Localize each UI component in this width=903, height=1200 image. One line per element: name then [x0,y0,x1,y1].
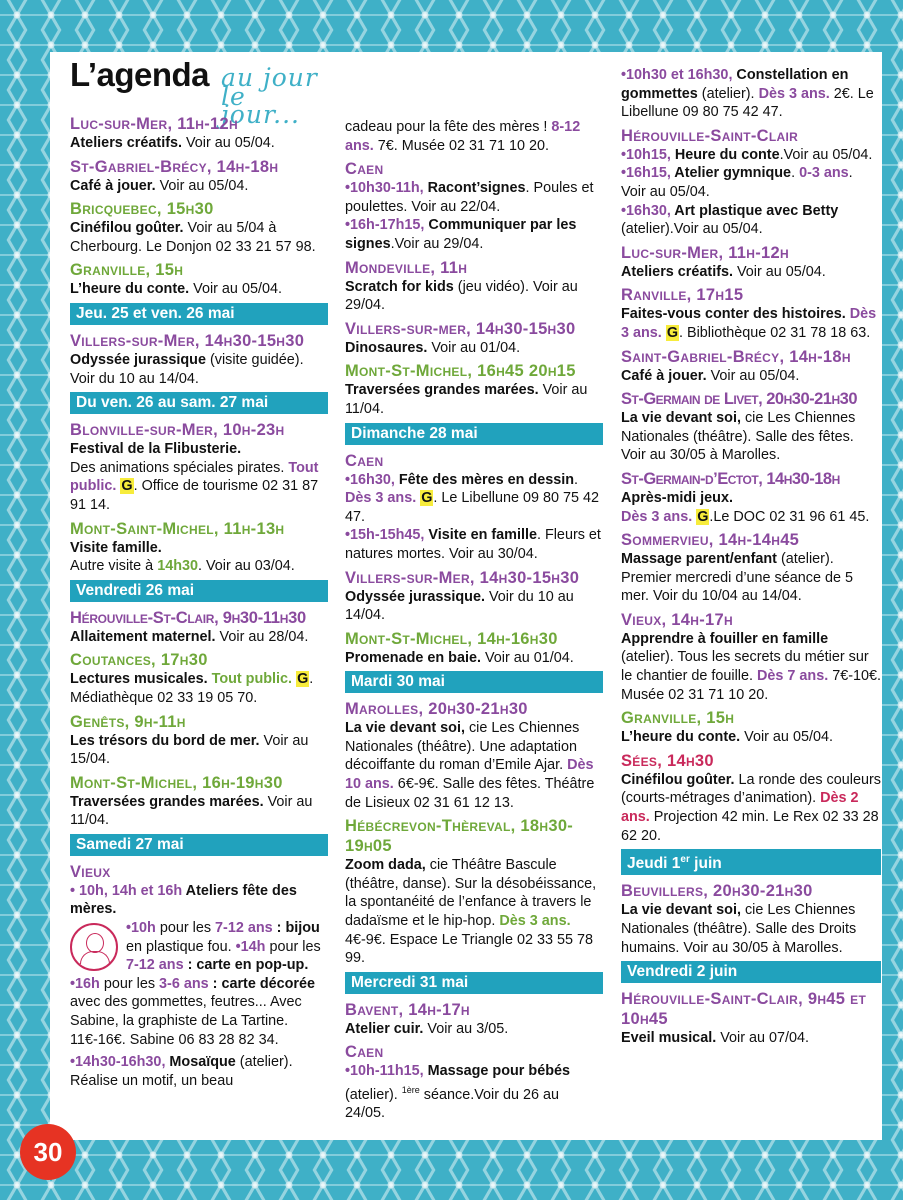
event-title: La vie devant soi, [621,902,741,919]
event-entry [621,285,881,342]
event-text: pour les [155,920,216,937]
event-entry [70,331,328,388]
event-text: Voir au 07/04. [716,1030,810,1047]
date-band: Dimanche 28 mai [345,423,603,445]
event-place: Genêts, 9h-11h [70,712,186,731]
event-text: . Bibliothèque 02 31 78 18 63. [679,324,871,341]
event-text: Voir au 05/04. [732,263,826,280]
date-band: Samedi 27 mai [70,834,328,856]
event-title: L’heure du conte. [70,281,190,298]
page-number-badge: 30 [20,1124,76,1180]
event-text: Voir au 05/04. [740,729,833,746]
event-text: en plastique fou. [126,938,236,955]
event-entry [621,610,881,704]
event-entry [345,816,603,968]
event-entry [345,159,603,253]
event-title: Art plastique avec Betty [670,202,839,219]
event-title: Apprendre à fouiller en famille [621,630,829,647]
event-title: : bijou [272,920,320,937]
free-badge: G [421,490,433,507]
event-place: Villers-sur-Mer, 14h30-15h30 [70,331,305,350]
event-place: Coutances, 17h30 [70,651,208,670]
event-title: Festival de la Flibusterie. [70,441,242,458]
event-place: Beuvillers, 20h30-21h30 [621,882,813,901]
event-title: L’heure du conte. [621,729,741,746]
event-times: •10h30 et 16h30, [621,67,733,83]
event-place: Hébécrevon-Thèreval, 18h30-19h05 [345,817,574,856]
event-times: •16h15, [621,165,671,182]
event-text: Voir au 05/04. [181,135,275,151]
event-entry [345,361,603,418]
event-text: (atelier). [697,85,759,102]
event-text: Voir au 11/04. [70,793,313,829]
event-times: •16h30, [621,202,671,219]
event-text: (visite guidée). Voir du 10 au 14/04. [70,351,304,387]
event-entry [621,989,881,1048]
event-entry [70,260,328,299]
event-title: Fête des mères en dessin [394,471,575,488]
event-title: Après-midi jeux. [621,489,733,506]
event-entry [621,708,881,747]
title-subtitle: au jour le jour... [221,63,318,130]
event-title: Massage pour bébés [423,1063,570,1080]
event-times: •10h-11h15, [345,1063,424,1080]
event-text: 7€. Musée 02 31 71 10 20. [373,137,550,154]
date-band: Mardi 30 mai [345,671,603,693]
event-text: Autre visite à [70,558,158,575]
band-text: juin [689,855,722,873]
time-label: 14h30 [157,558,198,575]
event-text: Voir au 5/04 à Cherbourg. Le Donjon 02 33 21 57 98. [70,220,316,255]
event-text: Voir au 05/04. [155,177,249,194]
event-title: Heure du conte [670,146,780,163]
event-text: cie Les Chiennes Nationales (théâtre). Salle des fêtes. Voir au 30/05 à Marolles. [621,410,856,464]
audience-label: Dès 3 ans. [499,913,571,930]
event-title: Mosaïque [165,1054,236,1071]
event-entry [345,1000,603,1039]
event-place: St-Germain-d’Ectot, 14h30-18h [621,469,840,488]
event-place: Ranville, 17h15 [621,286,744,305]
audience-label: Dès 2 ans. [621,790,859,826]
date-band: Vendredi 2 juin [621,961,881,983]
event-text: (jeu vidéo). Voir au 29/04. [345,278,578,314]
audience-label: Tout public. [207,671,293,688]
event-times: •10h30-11h, [345,180,424,197]
audience-label: Tout public. [70,459,319,495]
column-1 [70,56,328,1094]
event-title: Dinosaures. [345,339,428,356]
portrait-icon [70,923,118,971]
event-entry [70,1053,328,1090]
event-title: Les trésors du bord de mer. [70,732,260,749]
event-text: Voir au 01/04. [427,339,521,356]
event-place: Bricquebec, 15h30 [70,200,214,219]
event-text: . [791,165,800,182]
event-title: Visite famille. [70,539,162,556]
audience-label: Dès 10 ans. [345,757,594,793]
event-entry [70,519,328,576]
event-place: Mont-St-Michel, 16h45 20h15 [345,362,576,381]
audience-label: Dès 3 ans. [758,85,830,102]
event-entry [345,118,603,155]
event-place: Mondeville, 11h [345,258,468,277]
free-badge: G [121,478,133,495]
audience-label: 8-12 ans. [345,119,581,154]
event-text: pour les [265,938,321,955]
event-place: Granville, 15h [70,261,184,280]
event-text: Voir au 11/04. [345,382,588,417]
event-title: Ateliers fête des mères. [70,882,297,918]
event-title: Racont’signes [423,180,526,197]
event-title: Promenade en baie. [345,649,481,666]
event-text: Voir au 28/04. [215,628,309,645]
event-text: . Le Libellune 09 80 75 42 47. [345,490,600,525]
event-place: St-Gabriel-Brécy, 14h-18h [70,157,279,176]
event-text: . Voir au 05/04. [621,165,853,200]
superscript: 1ère [401,1085,420,1095]
audience-label: Dès 3 ans. [621,508,693,525]
audience-label: Dès 7 ans. [757,668,829,685]
event-text: . Poules et poulettes. Voir au 22/04. [345,180,594,215]
event-title: Massage parent/enfant [621,551,777,568]
event-place: Mont-Saint-Michel, 11h-13h [70,519,285,538]
event-entry [621,751,881,845]
event-text: 2€. Le Libellune 09 80 75 42 47. [621,85,874,121]
event-title: Visite en famille [424,527,537,544]
event-entry [621,66,881,122]
event-title: Faites-vous conter des histoires. [621,306,846,323]
event-place: Villers-sur-mer, 14h30-15h30 [345,319,576,338]
event-place: Hérouville-Saint-Clair, 9h45 et 10h45 [621,990,867,1029]
event-text: Voir au 05/04. [706,367,800,384]
event-entry [70,650,328,707]
event-title: Constellation en gommettes [621,67,849,102]
event-entry [70,157,328,196]
event-title: Traversées grandes marées. [70,793,264,810]
audience-label: 7-12 ans [215,920,273,937]
event-entry [70,773,328,830]
agenda-page [50,52,882,1140]
event-place: Bavent, 14h-17h [345,1000,470,1019]
event-title: Odyssée jurassique [70,351,206,368]
event-place: Hérouville-Saint-Clair [621,126,799,145]
event-text: . Fleurs et natures mortes. Voir au 30/04. [345,527,601,562]
event-place: Blonville-sur-Mer, 10h-23h [70,421,285,440]
event-place: Mont-St-Michel, 16h-19h30 [70,773,283,792]
event-entry [345,699,603,812]
event-title: Lectures musicales. [70,671,208,688]
event-times: • 10h, 14h et 16h [70,882,183,899]
audience-label: Dès 3 ans. [345,490,417,507]
event-text: 4€-9€. Espace Le Triangle 02 33 55 78 99. [345,931,594,967]
date-band: Mercredi 31 mai [345,972,603,994]
date-band: Du ven. 26 au sam. 27 mai [70,392,328,414]
event-title: Odyssée jurassique. [345,588,485,605]
event-title: Eveil musical. [621,1030,717,1047]
event-text: La ronde des couleurs (courts-métrages d’animation). [621,771,881,807]
event-title: Cinéfilou goûter. [70,220,184,237]
event-text: pour les [99,975,160,992]
event-entry [70,420,328,514]
event-place: Caen [345,451,384,470]
column-2 [345,118,603,1127]
event-text: .Voir au 29/04. [390,235,484,252]
band-text: Jeudi 1 [627,855,681,873]
event-text: . Office de tourisme 02 31 87 91 14. [70,478,319,513]
audience-label: 0-3 ans [799,165,849,182]
event-place: Vieux [70,862,111,881]
event-text: . [574,471,579,488]
event-entry [621,347,881,386]
event-entry [70,862,328,1049]
event-place: Marolles, 20h30-21h30 [345,700,528,719]
event-text: Voir au 01/04. [480,649,574,666]
event-entry [621,243,881,282]
event-entry [621,881,881,957]
event-entry [70,608,328,647]
event-text: (atelier). Premier mercredi d’une séance de 5 mer. Voir du 10/04 au 14/04. [621,551,853,605]
event-text: (atelier).Voir au 05/04. [621,221,763,238]
event-times: •10h15, [621,146,671,163]
event-place: Luc-sur-Mer, 11h-12h [70,115,238,133]
event-entry [621,389,881,465]
free-badge: G [666,324,679,341]
event-text: Des animations spéciales pirates. [70,459,289,476]
event-title: Allaitement maternel. [70,628,216,645]
event-text: . Médiathèque 02 33 19 05 70. [70,671,314,706]
event-entry [345,568,603,625]
event-place: Vieux, 14h-17h [621,610,733,629]
event-entry [621,530,881,606]
event-text: .Voir au 05/04. [779,146,873,163]
event-place: Caen [345,1043,384,1062]
event-place: St-Germain de Livet, 20h30-21h30 [621,390,857,409]
event-times: •15h-15h45, [345,527,425,544]
event-title: Communiquer par les signes [345,217,577,252]
event-text: Voir au 05/04. [189,281,282,298]
event-times: •16h-17h15, [345,217,425,234]
audience-label: 3-6 ans [159,975,209,992]
event-place: Luc-sur-Mer, 11h-12h [621,243,789,262]
event-title: Ateliers créatifs. [70,135,182,151]
event-text: cie Théâtre Bascule (théâtre, danse). Sur la désobéissance, la spontanéité de l’enfance à travers le dadaïsme et le hip-hop. [345,857,597,930]
event-entry [345,1042,603,1123]
audience-label: Dès 3 ans. [621,306,877,341]
event-text: cadeau pour la fête des mères ! [345,119,552,135]
event-place: Hérouville-St-Clair, 9h30-11h30 [70,608,306,627]
event-title: La vie devant soi, [345,720,465,737]
time-label: •10h [126,920,156,937]
event-text: (atelier). Tous les secrets du métier sur le chantier de fouille. [621,649,869,685]
event-title: La vie devant soi, [621,410,741,427]
event-text: cie Les Chiennes Nationales (théâtre). Une adaptation décoiffante du roman d’Emile Ajar. [345,720,580,774]
free-badge: G [297,671,309,688]
event-entry [621,126,881,239]
event-place: Caen [345,160,384,179]
date-band: Vendredi 26 mai [70,580,328,602]
free-badge: G [697,508,709,525]
date-band [621,849,881,875]
event-entry [70,199,328,256]
event-title: Atelier gymnique [670,165,792,182]
event-text: 6€-9€. Salle des fêtes. Théâtre de Lisieux 02 31 61 12 13. [345,776,595,811]
event-place: Mont-St-Michel, 14h-16h30 [345,629,558,648]
event-place: Granville, 15h [621,709,735,728]
event-title: Café à jouer. [621,367,707,384]
event-text: avec des gommettes, feutres... Avec Sabine, la graphiste de La Tartine. 11€-16€. Sabine 06 83 28 82 34. [70,994,302,1048]
event-title: : carte en pop-up. [183,957,309,974]
event-place: Sommervieu, 14h-14h45 [621,531,800,550]
event-place: Saint-Gabriel-Brécy, 14h-18h [621,347,851,366]
event-title: Atelier cuir. [345,1020,424,1037]
superscript: er [680,854,690,866]
event-entry [345,319,603,358]
event-title: Zoom dada, [345,857,426,874]
event-times: •16h30, [345,471,395,488]
title-text: L’agenda [70,56,210,93]
audience-label: 7-12 ans [126,957,184,974]
time-label: •16h [70,975,100,992]
event-entry [621,469,881,526]
event-text: Projection 42 min. Le Rex 02 33 28 62 20. [621,809,879,844]
event-text: (atelier). Réalise un motif, un beau [70,1054,293,1089]
event-text: . Voir au 03/04. [198,558,295,575]
event-entry [70,712,328,769]
date-band: Jeu. 25 et ven. 26 mai [70,303,328,325]
event-entry [345,629,603,668]
time-label: •14h [235,938,266,955]
event-title: : carte décorée [208,975,316,992]
event-text: Voir au 3/05. [423,1020,509,1037]
event-place: Sées, 14h30 [621,751,714,770]
event-text: .Le DOC 02 31 96 61 45. [709,508,870,525]
event-text: (atelier). [345,1086,402,1103]
event-text: Voir du 10 au 14/04. [345,588,574,624]
event-title: Scratch for kids [345,278,454,295]
event-text: Voir au 15/04. [70,732,309,768]
event-title: Cinéfilou goûter. [621,771,735,788]
event-entry [345,451,603,564]
column-3 [621,66,881,1052]
event-title: Ateliers créatifs. [621,263,733,280]
event-text: 7€-10€. Musée 02 31 71 10 20. [621,668,882,703]
event-entry [345,258,603,315]
event-title: Café à jouer. [70,177,156,194]
event-text: séance.Voir du 26 au 24/05. [345,1086,560,1122]
event-times: •14h30-16h30, [70,1054,166,1071]
event-title: Traversées grandes marées. [345,382,539,399]
event-place: Villers-sur-Mer, 14h30-15h30 [345,568,580,587]
event-text: cie Les Chiennes Nationales (théâtre). Salle des Droits humains. Voir au 30/05 à Marolles. [621,902,857,956]
